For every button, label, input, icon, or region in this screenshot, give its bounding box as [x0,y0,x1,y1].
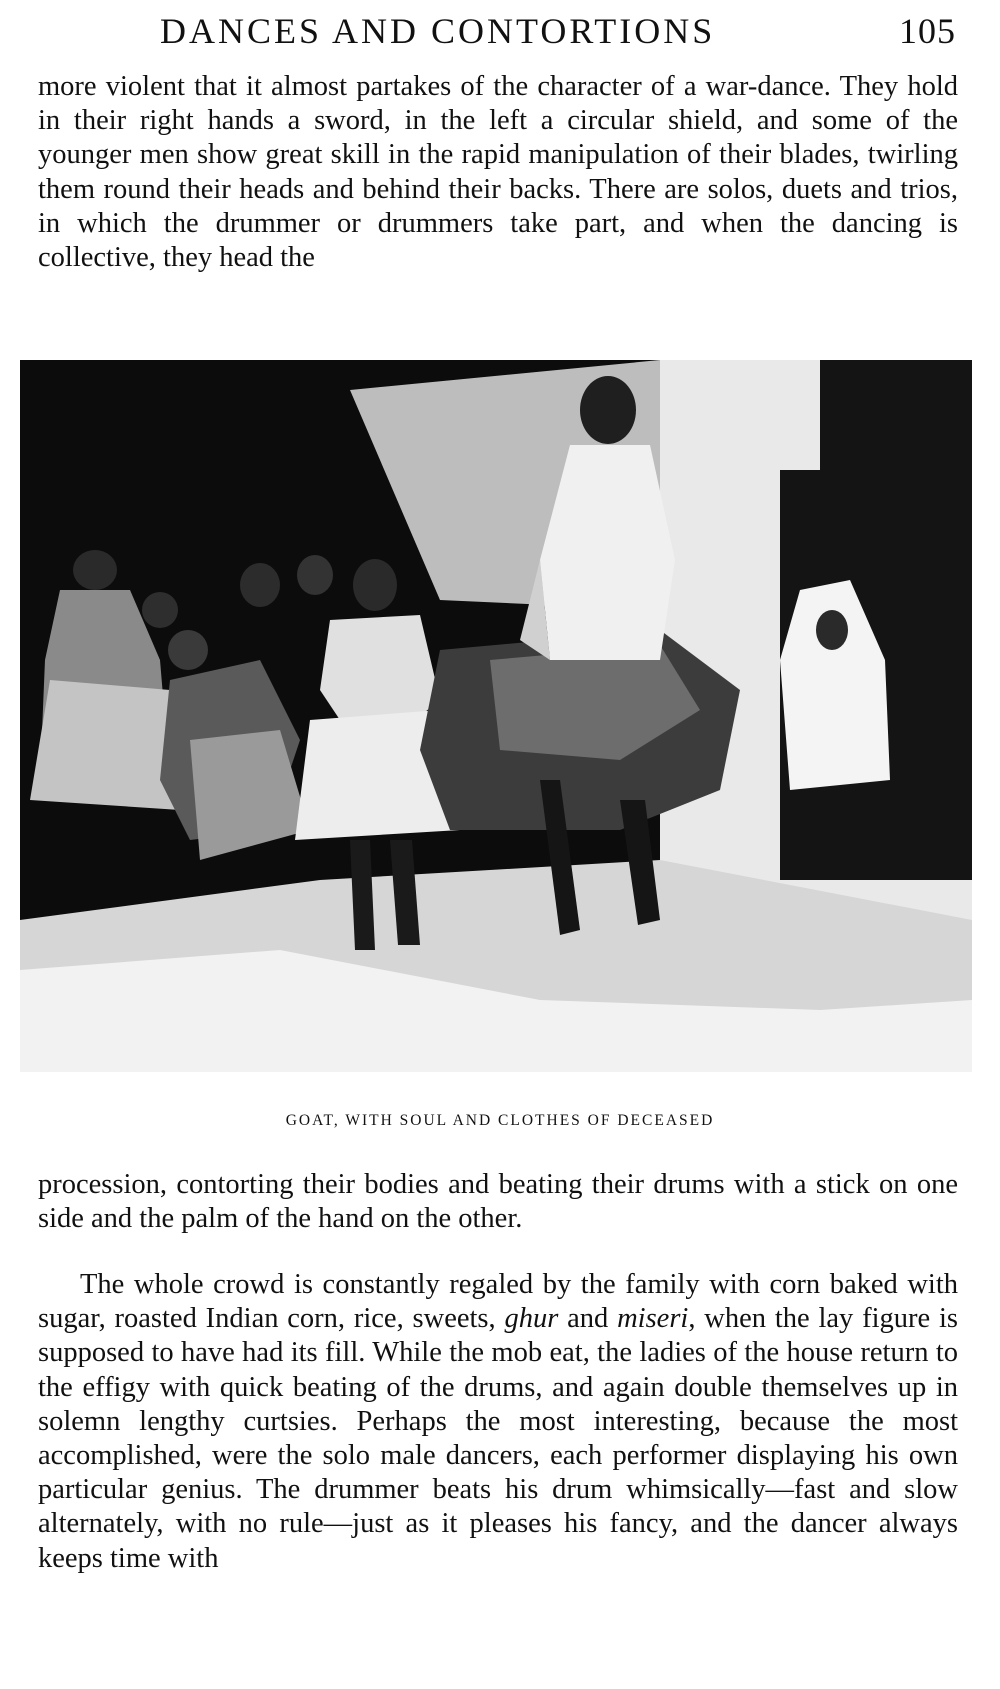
paragraph-text-2: and [558,1303,618,1335]
paragraph-text-1: The whole crowd is constantly regaled by the family with corn baked with sugar, roasted Indian corn, rice, sweets, [38,1269,958,1335]
paragraph-continued: procession, contorting their bodies and beating their drums with a stick on one side and the palm of the hand on the other. [38,1169,958,1235]
paragraph-text-3: , when the lay figure is supposed to have had its fill. While the mob eat, the ladies of the house return to the effigy with quick beating of the drums, and again double themselves up in solemn lengthy curtsies. Perhaps the most interesting, because the most accomplished, were the solo male dancers, each performer displaying his own particular genius. The drummer beats his drum whimsically—fast and slow alternately, with no rule—just as it pleases his fancy, and the dancer always keeps time with [38,1303,958,1574]
paragraph-top: more violent that it almost partakes of the character of a war-dance. They hold in their right hands a sword, in the left a circular shield, and some of the younger men show great skill in the rapid manipulation of their blades, twirling them round their heads and behind their backs. There are solos, duets and trios, in which the drummer or drummers take part, and when the dancing is collective, they head the [38,71,958,274]
paragraph-regaled [38,1268,958,1576]
term-miseri: miseri [617,1303,689,1335]
photograph [20,360,972,1072]
running-head [36,8,956,56]
figure-caption: GOAT, WITH SOUL AND CLOTHES OF DECEASED [285,1112,715,1129]
term-ghur: ghur [504,1303,559,1335]
page-number: 105 [899,11,956,51]
running-title: DANCES AND CONTORTIONS [160,11,716,51]
